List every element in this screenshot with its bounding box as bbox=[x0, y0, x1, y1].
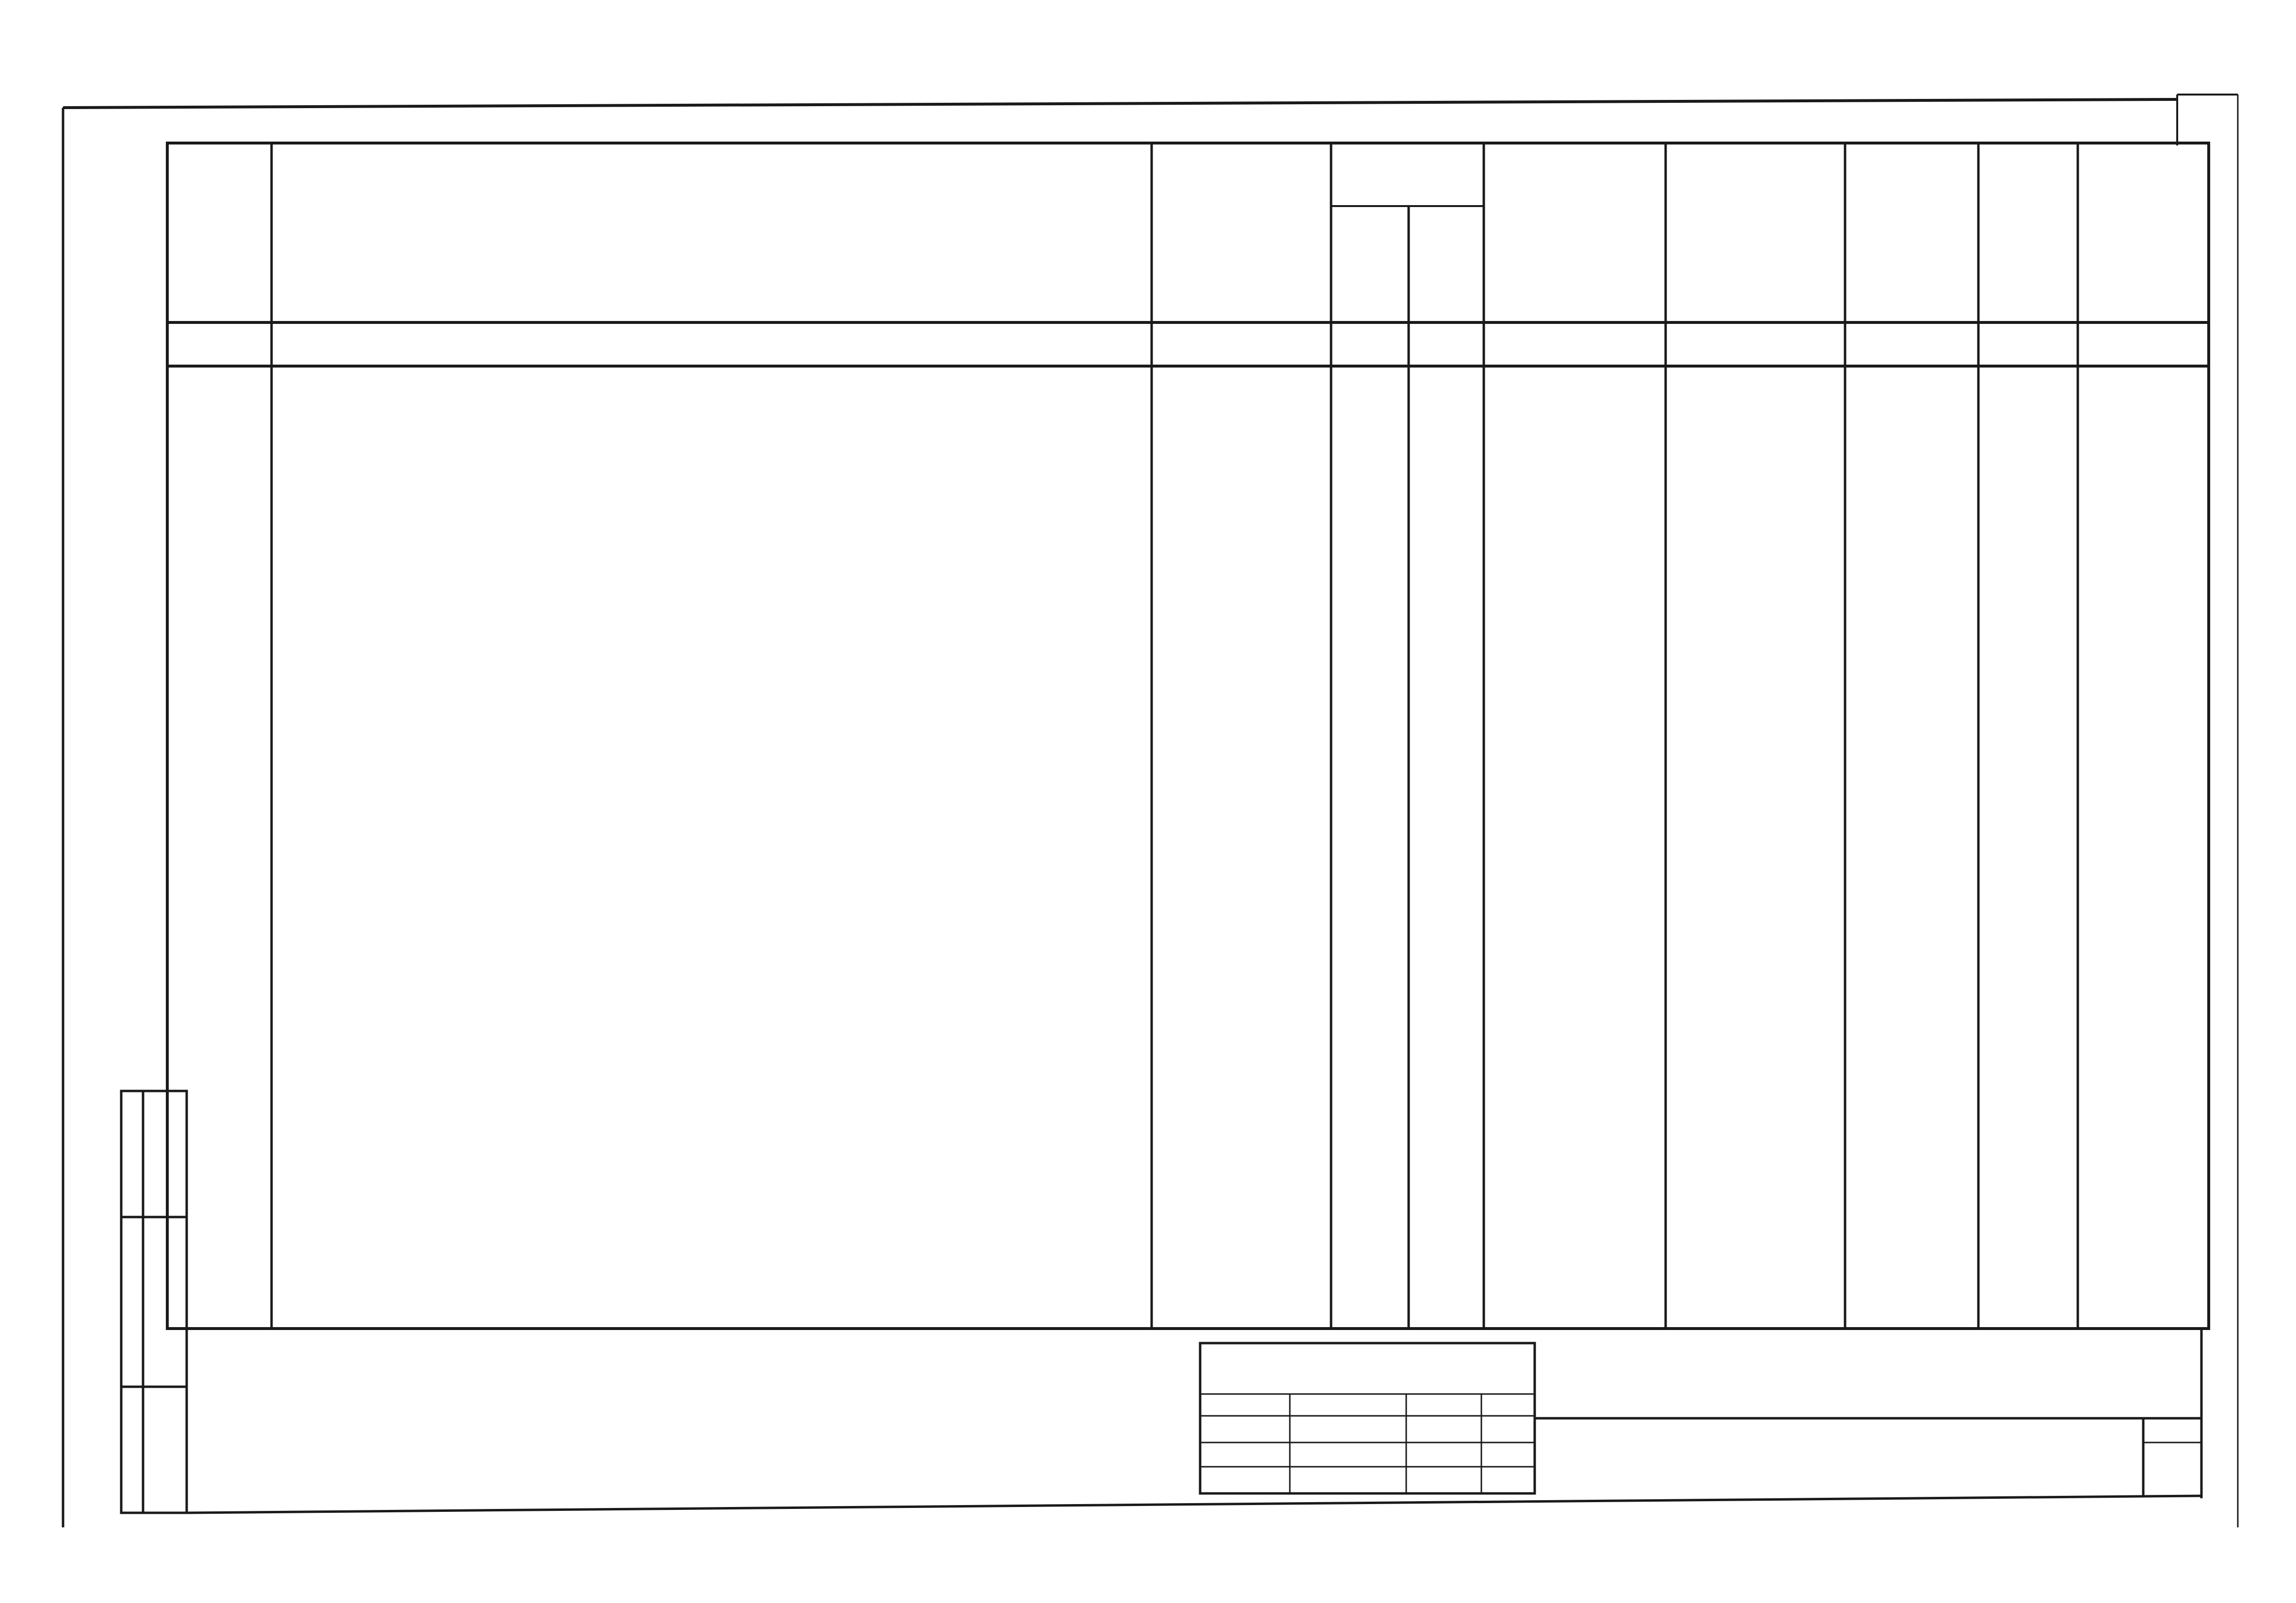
title-block bbox=[1200, 1343, 2201, 1496]
side-stamp bbox=[121, 1091, 2209, 1513]
drawing-frame bbox=[63, 95, 2238, 1527]
